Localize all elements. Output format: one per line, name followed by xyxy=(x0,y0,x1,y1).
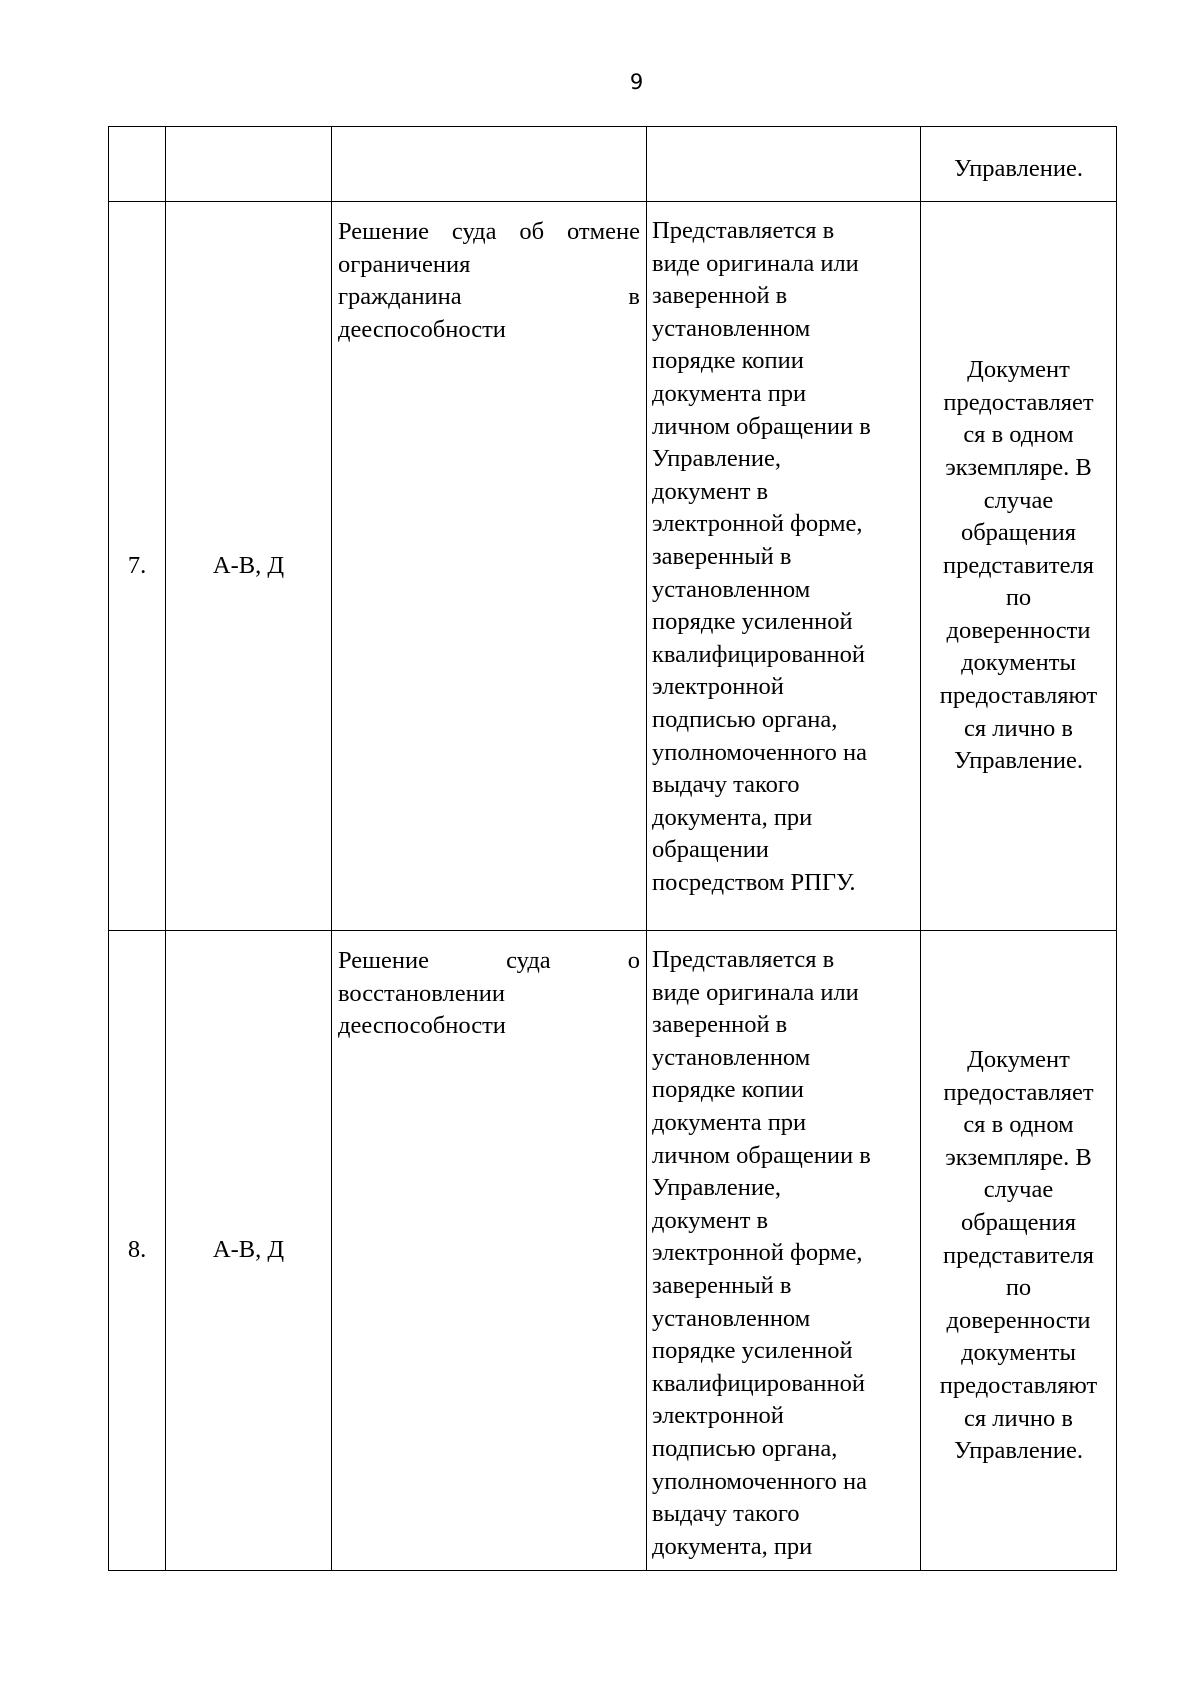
requirements-line: подписью органа, xyxy=(652,1434,838,1462)
note-cell xyxy=(921,202,1117,931)
requirements-cell xyxy=(647,931,921,1571)
document-line: дееспособности xyxy=(338,1012,506,1040)
note-line: Управление. xyxy=(954,154,1083,182)
category-cell: А-В, Д xyxy=(166,202,332,931)
requirements-line: заверенный в xyxy=(652,542,792,570)
note-line: экземпляре. В xyxy=(945,453,1092,481)
requirements-line: квалифицированной xyxy=(652,1369,865,1397)
note-line: предоставляют xyxy=(939,682,1098,710)
document-line: гражданина в xyxy=(338,283,640,311)
requirements-line: электронной xyxy=(652,673,784,701)
row-number-cell: 8. xyxy=(109,931,166,1571)
note-line: экземпляре. В xyxy=(945,1143,1092,1171)
document-line: Решение суда о xyxy=(338,947,640,974)
requirements-line: заверенной в xyxy=(652,1011,788,1039)
note-line: представителя xyxy=(943,551,1094,579)
note-line: Документ xyxy=(967,1046,1070,1073)
note-line: Документ xyxy=(967,356,1070,384)
requirements-line: документ в xyxy=(652,477,769,505)
note-line: документы xyxy=(961,649,1076,677)
requirements-line: обращении xyxy=(652,836,769,864)
documents-table xyxy=(108,126,1117,1571)
document-name-cell xyxy=(332,127,647,202)
note-line: ся лично в xyxy=(964,1404,1073,1432)
note-line: документы xyxy=(961,1339,1076,1367)
requirements-line: личном обращении в xyxy=(652,1141,871,1169)
note-line: случае xyxy=(983,1176,1054,1204)
row-number-cell xyxy=(109,127,166,202)
note-line: предоставляют xyxy=(939,1371,1098,1399)
note-line: по xyxy=(1005,1274,1032,1302)
requirements-line: порядке копии xyxy=(652,1076,804,1104)
requirements-line: установленном xyxy=(652,1043,811,1071)
document-line: ограничения xyxy=(338,250,471,278)
requirements-line: установленном xyxy=(652,575,811,603)
note-line: доверенности xyxy=(946,1306,1091,1334)
requirements-line: заверенной в xyxy=(652,282,788,310)
requirements-line: уполномоченного на xyxy=(652,738,867,766)
requirements-line: документ в xyxy=(652,1206,769,1234)
requirements-line: выдачу такого xyxy=(652,771,800,799)
requirements-line: выдачу такого xyxy=(652,1500,800,1528)
requirements-line: порядке усиленной xyxy=(652,1337,853,1365)
requirements-line: установленном xyxy=(652,314,811,342)
requirements-line: документа при xyxy=(652,379,807,407)
requirements-line: электронной форме, xyxy=(652,510,863,538)
requirements-line: порядке усиленной xyxy=(652,608,853,636)
note-cell xyxy=(921,127,1117,202)
requirements-line: Управление, xyxy=(652,445,781,473)
requirements-line: установленном xyxy=(652,1304,811,1332)
note-cell xyxy=(921,931,1117,1571)
note-line: Управление. xyxy=(954,1437,1083,1465)
requirements-line: документа, при xyxy=(652,803,813,831)
document-line: Решение суда об отмене xyxy=(338,218,640,245)
requirements-line: документа, при xyxy=(652,1532,813,1560)
requirements-line: электронной xyxy=(652,1402,784,1430)
requirements-line: виде оригинала или xyxy=(652,249,859,277)
requirements-line: Управление, xyxy=(652,1174,781,1202)
note-line: обращения xyxy=(960,519,1077,547)
requirements-line: документа при xyxy=(652,1108,807,1136)
row-number-cell: 7. xyxy=(109,202,166,931)
category-cell: А-В, Д xyxy=(166,931,332,1571)
requirements-line: уполномоченного на xyxy=(652,1467,867,1495)
requirements-line: порядке копии xyxy=(652,347,804,375)
note-line: представителя xyxy=(943,1241,1094,1269)
note-line: случае xyxy=(983,486,1054,514)
page-number: 9 xyxy=(629,70,644,94)
note-line: доверенности xyxy=(946,616,1091,644)
note-line: Управление. xyxy=(954,747,1083,775)
document-line: восстановлении xyxy=(338,979,505,1007)
table-row xyxy=(109,202,1117,931)
note-line: предоставляет xyxy=(943,1078,1094,1106)
requirements-line: электронной форме, xyxy=(652,1239,863,1267)
requirements-cell xyxy=(647,202,921,931)
requirements-line: личном обращении в xyxy=(652,412,871,440)
note-line: по xyxy=(1005,584,1032,612)
requirements-line: Представляется в xyxy=(652,946,835,973)
note-line: ся в одном xyxy=(963,421,1074,449)
requirements-cell xyxy=(647,127,921,202)
table-row xyxy=(109,127,1117,202)
requirements-line: посредством РПГУ. xyxy=(652,868,856,896)
requirements-line: квалифицированной xyxy=(652,640,865,668)
requirements-line: заверенный в xyxy=(652,1271,792,1299)
requirements-line: подписью органа, xyxy=(652,705,838,733)
document-name-cell xyxy=(332,931,647,1571)
requirements-line: виде оригинала или xyxy=(652,978,859,1006)
note-line: обращения xyxy=(960,1208,1077,1236)
document-line: дееспособности xyxy=(338,315,506,343)
requirements-line: Представляется в xyxy=(652,217,835,244)
note-line: ся в одном xyxy=(963,1111,1074,1139)
note-line: ся лично в xyxy=(964,714,1073,742)
table-row xyxy=(109,931,1117,1571)
document-name-cell xyxy=(332,202,647,931)
note-line: предоставляет xyxy=(943,388,1094,416)
category-cell xyxy=(166,127,332,202)
